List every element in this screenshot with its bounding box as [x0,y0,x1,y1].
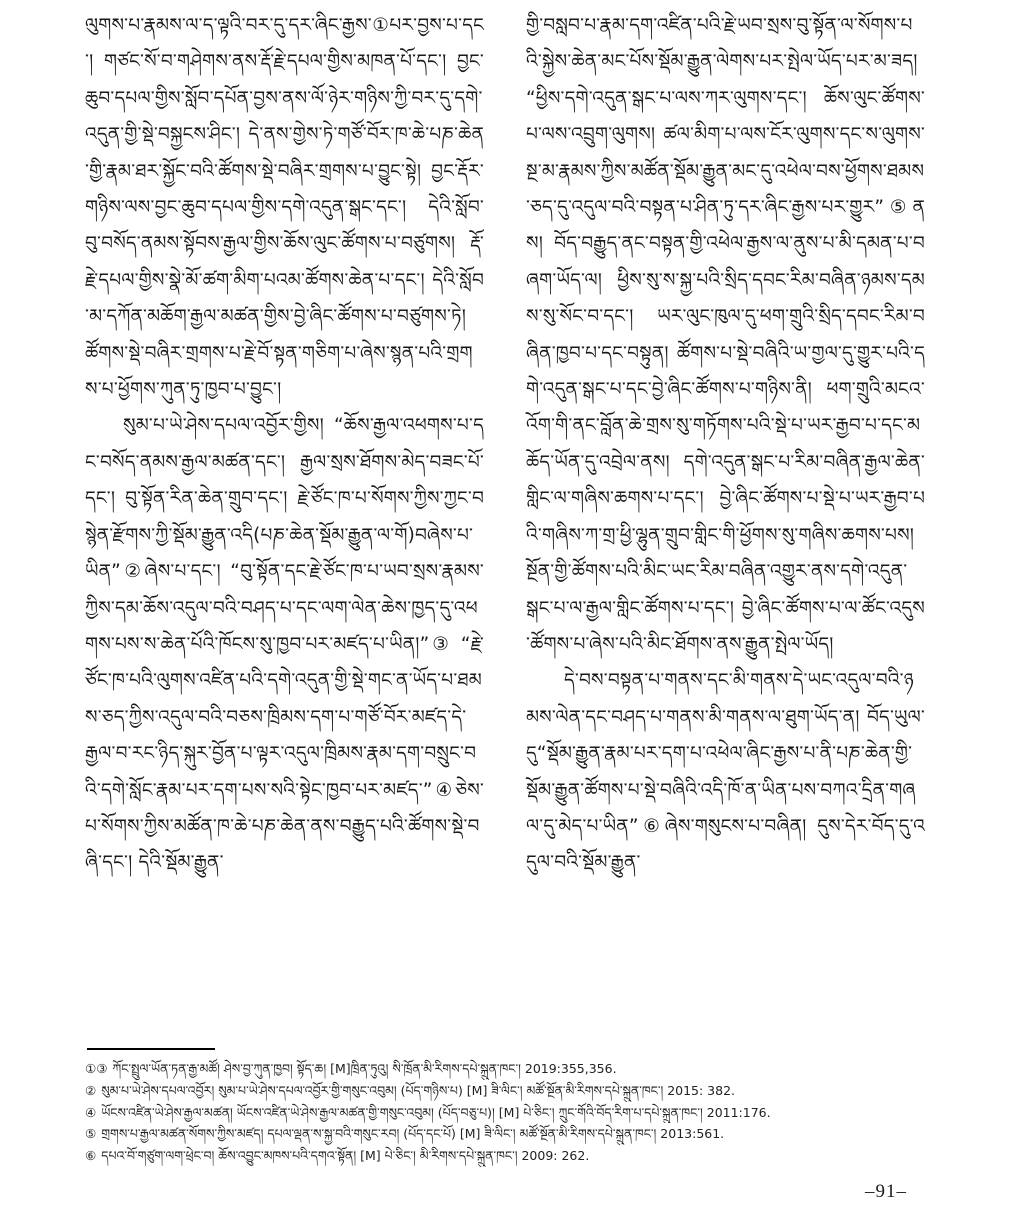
footnote-item [85,1080,925,1102]
footnote-section [85,1048,925,1167]
footnote-item [85,1123,925,1145]
page-number: –91– [865,1181,907,1202]
footnote-item [85,1102,925,1124]
footnote-text: དཔའ་བོ་གཙུག་ལག་ཕྲེང་བ། ཆོས་འབྱུང་མཁས་པའི་དགའ་སྟོན། [M] པེ་ཅིང་། མི་རིགས་དཔེ་སྐྲུན་ཁང་། 2009: 262. [101,1148,590,1164]
footnote-marker: ② [85,1082,97,1098]
left-column [85,8,484,1034]
footnote-text: སུམ་པ་ཡེ་ཤེས་དཔལ་འབྱོར། སུམ་པ་ཡེ་ཤེས་དཔལ་འབྱོར་གྱི་གསུང་འབུམ། (པོད་གཉིས་པ) [M] ཟི་ལིང་། མཚོ་སྔོན་མི་རིགས་དཔེ་སྐྲུན་ཁང་། 2015: 382. [101,1082,736,1098]
right-column [526,8,925,1034]
footnote-item [85,1145,925,1167]
footnote-text: གྲགས་པ་རྒྱལ་མཚན་སོགས་ཀྱིས་མཛད། དཔལ་ལྡན་ས་སྐྱ་བའི་གསུང་རབ། (པོད་དང་པོ) [M] ཟི་ལིང་། མཚོ་སྔོན་མི་རིགས་དཔེ་སྐྲུན་ཁང་། 2013:561. [101,1126,725,1142]
body-columns [85,8,925,1034]
body-paragraph: གྱི་བསླབ་པ་རྣམ་དག་འཛིན་པའི་རྗེ་ཡབ་སྲས་བུ་སྟོན་ལ་སོགས་པའི་སྐྱེས་ཆེན་མང་པོས་སྡོམ་རྒྱུན་ལེགས་པར་སྤེལ་ཡོད་པར་མ་ཟད། “ཕྱིས་དགེ་འདུན་སྒང་པ་ལས་ཀར་ལུགས་དང་། ཆོས་ལུང་ཚོགས་པ་ལས་འབྲུག་ལུགས། ཚལ་མིག་པ་ལས་ངོར་ལུགས་དང་ས་ལུགས་སྔ་མ་རྣམས་ཀྱིས་མཚོན་སྡོམ་རྒྱུན་མང་དུ་འཕེལ་བས་ཕྱོགས་ཐམས་ཅད་དུ་འདུལ་བའི་བསྟན་པ་ཤིན་ཏུ་དར་ཞིང་རྒྱས་པར་གྱུར”⑤ནས། བོད་བརྒྱུད་ནང་བསྟན་གྱི་འཕེལ་རྒྱས་ལ་ནུས་པ་མི་དམན་པ་བཞག་ཡོད་ལ། ཕྱིས་སུ་ས་སྐྱ་པའི་སྲིད་དབང་རིམ་བཞིན་ཉམས་དམས་སུ་སོང་བ་དང་། ཡར་ལུང་ཁུལ་དུ་ཕག་གྲུའི་སྲིད་དབང་རིམ་བཞིན་ཁྱབ་པ་དང་བསྟུན། ཚོགས་པ་སྡེ་བཞིའི་ཡ་གྱལ་དུ་གྱུར་པའི་དགེ་འདུན་སྒང་པ་དང་བྱེ་ཞིང་ཚོགས་པ་གཉིས་ནི། ཕག་གྲུའི་མངའ་འོག་གི་ནང་བློན་ཆེ་གྲས་སུ་གཏོགས་པའི་སྡེ་པ་ཡར་རྒྱབ་པ་དང་མཆོད་ཡོན་དུ་འབྲེལ་ནས། དགེ་འདུན་སྒང་པ་རིམ་བཞིན་རྒྱལ་ཆེན་གླིང་ལ་གཞིས་ཆགས་པ་དང་། བྱེ་ཞིང་ཚོགས་པ་སྡེ་པ་ཡར་རྒྱབ་པའི་གཞིས་ཀ་གྲ་ཕྱི་ལྷུན་གྲུབ་གླིང་གི་ཕྱོགས་སུ་གཞིས་ཆགས་པས། སྔོན་གྱི་ཚོགས་པའི་མིང་ཡང་རིམ་བཞིན་འགྱུར་ནས་དགེ་འདུན་སྒང་པ་ལ་རྒྱལ་གླིང་ཚོགས་པ་དང་། བྱེ་ཞིང་ཚོགས་པ་ལ་ཚོང་འདུས་ཚོགས་པ་ཞེས་པའི་མིང་ཐོགས་ནས་རྒྱུན་སྤེལ་ཡོད། [526,15,925,655]
footnote-text: ཡོངས་འཛིན་ཡེ་ཤེས་རྒྱལ་མཚན། ཡོངས་འཛིན་ཡེ་ཤེས་རྒྱལ་མཚན་གྱི་གསུང་འབུམ། (པོད་བཅུ་པ)། [M] པེ་ཅིང་། ཀྲུང་གོའི་བོད་རིག་པ་དཔེ་སྐྲུན་ཁང་། 2011:176. [101,1104,771,1120]
footnote-marker: ④ [85,1104,97,1120]
footnote-marker: ⑤ [85,1126,97,1142]
footnote-marker: ①③ [85,1061,108,1076]
footnote-list [85,1058,925,1167]
body-paragraph: སུམ་པ་ཡེ་ཤེས་དཔལ་འབྱོར་གྱིས། “ཆོས་རྒྱལ་འཕགས་པ་དང་བསོད་ནམས་རྒྱལ་མཚན་དང་། རྒྱལ་སྲས་ཐོགས་མེད་བཟང་པོ་དང་། བུ་སྟོན་རིན་ཆེན་གྲུབ་དང་། རྗེ་ཙོང་ཁ་པ་སོགས་ཀྱིས་ཀྱང་བསྙེན་རྫོགས་ཀྱི་སྡོམ་རྒྱུན་འདི(པཎ་ཆེན་སྡོམ་རྒྱུན་ལ་གོ)བཞེས་པ་ཡིན”②ཞེས་པ་དང་། “བུ་སྟོན་དང་རྗེ་ཙོང་ཁ་པ་ཡབ་སྲས་རྣམས་ཀྱིས་དམ་ཆོས་འདུལ་བའི་བཤད་པ་དང་ལག་ལེན་ཆེས་ཁྱད་དུ་འཕགས་པས་ས་ཆེན་པོའི་ཁོངས་སུ་ཁྱབ་པར་མཛད་པ་ཡིན།”③ “རྗེ་ཙོང་ཁ་པའི་ལུགས་འཛིན་པའི་དགེ་འདུན་གྱི་སྡེ་གང་ན་ཡོད་པ་ཐམས་ཅད་ཀྱིས་འདུལ་བའི་བཅས་ཁྲིམས་དག་པ་གཙོ་བོར་མཛད་དེ་རྒྱལ་བ་རང་ཉིད་སྐུར་བྱོན་པ་ལྟར་འདུལ་ཁྲིམས་རྣམ་དག་བསྲུང་བའི་དགེ་སློང་རྣམ་པར་དག་པས་སའི་སྟེང་ཁྱབ་པར་མཛད་”④ཅེས་པ་སོགས་ཀྱིས་མཚོན་ཁ་ཆེ་པཎ་ཆེན་ནས་བརྒྱུད་པའི་ཚོགས་སྡེ་བཞི་དང་། དེའི་སྡོམ་རྒྱུན་ [85,415,484,874]
footnote-marker: ⑥ [85,1148,97,1164]
body-paragraph: དེ་བས་བསྟན་པ་གནས་དང་མི་གནས་དེ་ཡང་འདུལ་བའི་ཉམས་ལེན་དང་བཤད་པ་གནས་མི་གནས་ལ་ཐུག་ཡོད་ན། བོད་ཡུལ་དུ“སྡོམ་རྒྱུན་རྣམ་པར་དག་པ་འཕེལ་ཞིང་རྒྱས་པ་ནི་པཎ་ཆེན་གྱི་སྡོམ་རྒྱུན་ཚོགས་པ་སྡེ་བཞིའི་འདི་ཁོ་ན་ཡིན་པས་བཀའ་དྲིན་གཞལ་དུ་མེད་པ་ཡིན”⑥ཞེས་གསུངས་པ་བཞིན། དུས་དེར་བོད་དུ་འདུལ་བའི་སྡོམ་རྒྱུན་ [526,670,925,874]
footnote-item [85,1058,925,1080]
footnote-text: ཀོང་སྤྲུལ་ཡོན་ཏན་རྒྱ་མཚོ། ཤེས་བྱ་ཀུན་ཁྱབ། སྟོད་ཆ། [M]ཁྲིན་ཏུའུ། སི་ཁྲོན་མི་རིགས་དཔེ་སྐྲུན་ཁང་། 2019:355,356. [112,1061,617,1076]
footnote-separator [87,1048,215,1050]
body-paragraph: ལུགས་པ་རྣམས་ལ་ད་ལྟའི་བར་དུ་དར་ཞིང་རྒྱས་①པར་བྱས་པ་དང་། གཙང་སོ་བ་གཤེགས་ནས་རྡོ་རྗེ་དཔལ་གྱིས་མཁན་པོ་དང་། བྱང་ཆུབ་དཔལ་གྱིས་སློབ་དཔོན་བྱས་ནས་ལོ་ཉེར་གཉིས་ཀྱི་བར་དུ་དགེ་འདུན་གྱི་སྡེ་བསྐྱངས་ཤིང་། དེ་ནས་གྱེས་ཏེ་གཙོ་བོར་ཁ་ཆེ་པཎ་ཆེན་གྱི་རྣམ་ཐར་སྐྱོང་བའི་ཚོགས་སྡེ་བཞིར་གྲགས་པ་བྱུང་སྟེ། བྱང་རྡོར་གཉིས་ལས་བྱང་ཆུབ་དཔལ་གྱིས་དགེ་འདུན་སྒང་དང་། དེའི་སློབ་བུ་བསོད་ནམས་སྟོབས་རྒྱལ་གྱིས་ཆོས་ལུང་ཚོགས་པ་བཙུགས། རྡོ་རྗེ་དཔལ་གྱིས་སྣེ་མོ་ཚག་མིག་པའམ་ཚོགས་ཆེན་པ་དང་། དེའི་སློབ་མ་དཀོན་མཆོག་རྒྱལ་མཚན་གྱིས་བྱེ་ཞིང་ཚོགས་པ་བཙུགས་ཏེ། ཚོགས་སྡེ་བཞིར་གྲགས་པ་རྗེ་བོ་སྟན་གཅིག་པ་ཞེས་སྙན་པའི་གྲགས་པ་ཕྱོགས་ཀུན་ཏུ་ཁྱབ་པ་བྱུང་། [85,15,484,401]
